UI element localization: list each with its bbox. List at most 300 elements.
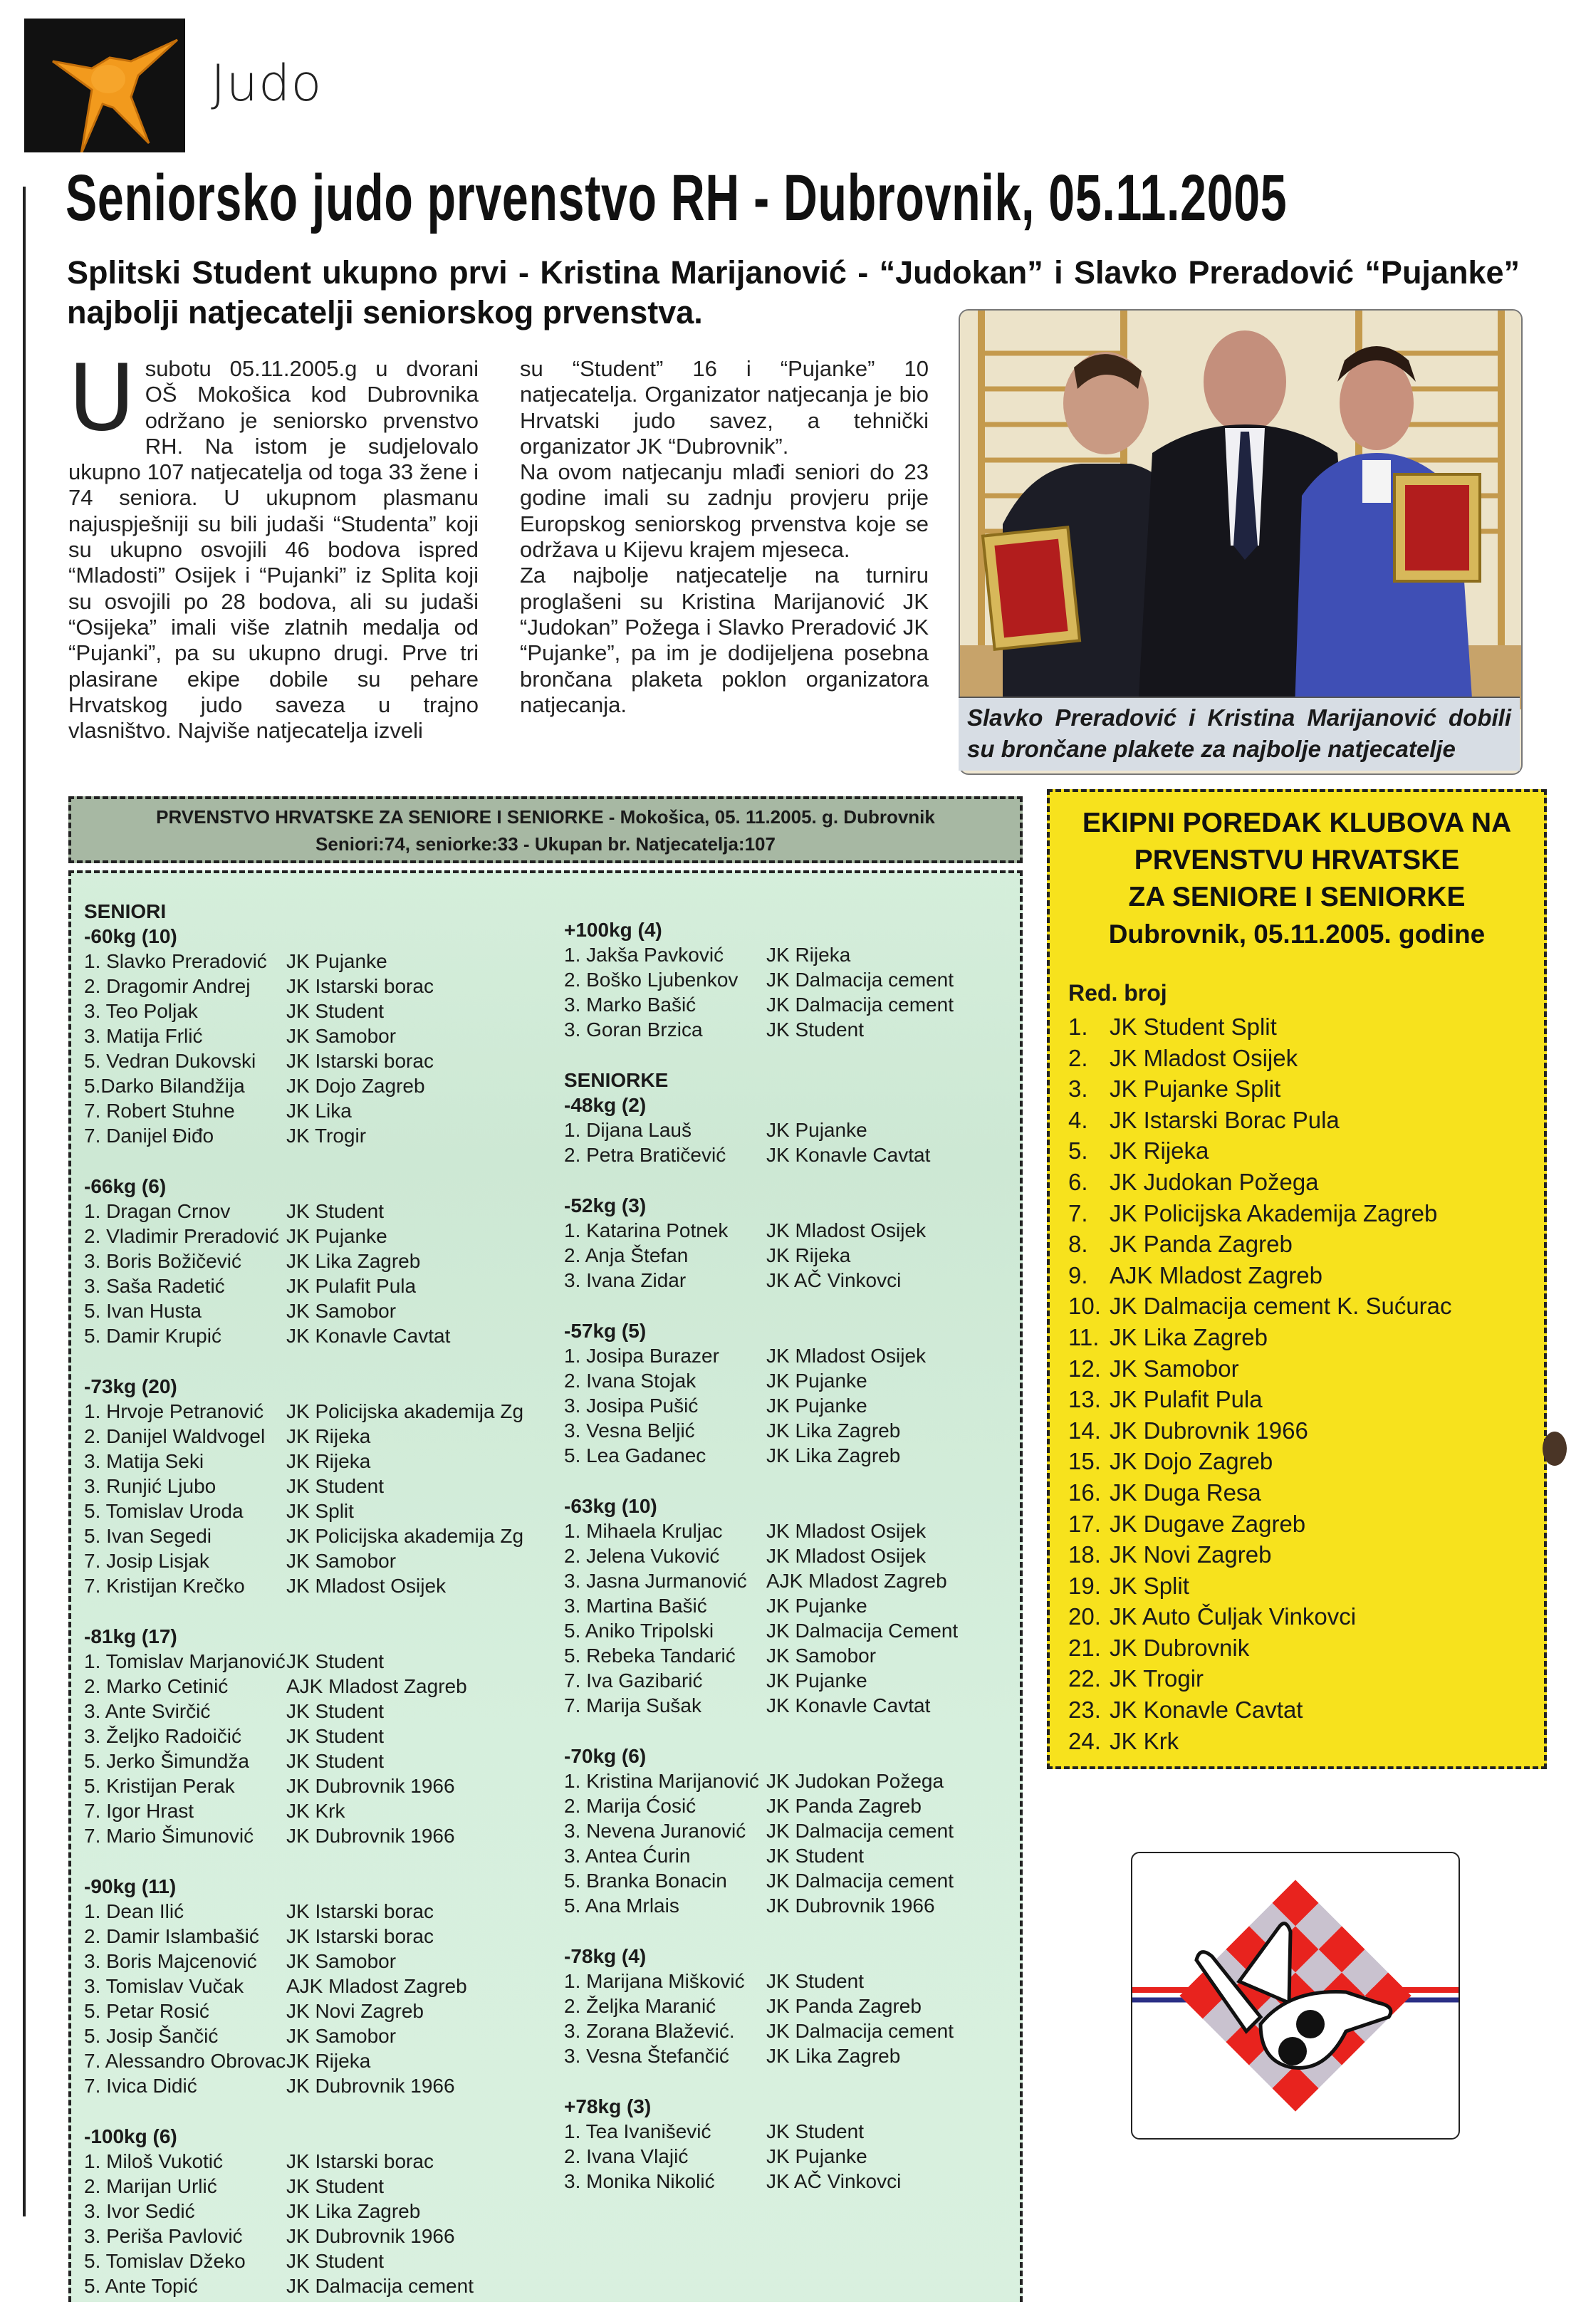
ranking-item [1068,1198,1538,1229]
club-name: JK Student [766,2120,864,2142]
competitor-name: 3. Vesna Štefančić [564,2045,729,2067]
competitor-name: 7. Marija Sušak [564,1694,701,1716]
club-name: AJK Mladost Zagreb [286,1675,467,1697]
result-row [564,1243,1020,1268]
competitor-name: 1. Kristina Marijanović [564,1770,759,1792]
competitor-name: 3. Zorana Blažević. [564,2020,735,2042]
ranking-number: 24. [1068,1727,1101,1754]
club-name: JK Dalmacija cement [766,2020,954,2042]
result-row [564,2169,1020,2194]
competitor-name: 5. Tomislav Džeko [84,2250,246,2272]
result-row [564,1418,1020,1443]
ranking-item [1068,1663,1538,1694]
weight-category-title: -66kg (6) [84,1175,167,1197]
result-row [564,1768,1020,1793]
ranking-number: 23. [1068,1697,1101,1724]
result-row [564,1543,1020,1568]
club-name: JK Split [286,1500,354,1522]
result-row [564,1994,1020,2018]
ranking-item [1068,1601,1538,1632]
ranking-item [1068,1570,1538,1602]
result-row [564,1218,1020,1243]
competitor-name: 7. Iva Gazibarić [564,1669,703,1692]
result-row [84,1974,540,1999]
competitor-name: 3. Matija Frlić [84,1025,203,1047]
club-name: JK Lika Zagreb [766,1444,901,1466]
result-row [84,1924,540,1949]
article-column-1 [68,345,479,744]
ranking-club: JK Auto Čuljak Vinkovci [1110,1603,1357,1630]
ranking-title-line: ZA SENIORE I SENIORKE [1128,882,1466,912]
ranking-list [1068,1011,1538,1756]
club-name: JK Student [286,1650,384,1672]
competitor-name: 3. Monika Nikolić [564,2170,715,2192]
results-header-title: PRVENSTVO HRVATSKE ZA SENIORE I SENIORKE - Mokošica, 05. 11.2005. g. Dubrovnik [156,806,935,828]
competitor-name: 2. Jelena Vuković [564,1545,720,1567]
result-row [84,2023,540,2048]
competitor-name: 5. Lea Gadanec [564,1444,706,1466]
result-row [84,2174,540,2199]
club-name: AJK Mladost Zagreb [766,1570,947,1592]
article-column-2 [520,356,929,718]
club-name: JK Panda Zagreb [766,1795,922,1817]
ranking-title [1050,805,1544,953]
competitor-name: 5. Petar Rosić [84,2000,209,2022]
club-name: JK Lika Zagreb [766,1419,901,1442]
article-text: subotu 05.11.2005.g u dvorani OŠ Mokošica kod Dubrovnika održano je seniorsko prvenstvo RH. Na istom je sudjelovalo ukupno 107 natjecatelja od toga 33 žene i 74 seniora. U ukupnom plasmanu najuspješniji su bili judaši “Studenta” koji su ukupno osvojili 46 bodova ispred “Mladosti” Osijek i “Pujanki” iz Splita koji su osvojili po 28 bodova, ali su judaši “Osijeka” imali više zlatnih medalja od “Pujanki”, pa su ukupno drugi. Prve tri plasirane ekipe dobile su pehare Hrvatskog judo saveza u trajno vlasništvo. Najviše natjecatelja izveli [68,356,479,744]
competitor-name: 7. Alessandro Obrovac [84,2050,286,2072]
competitor-name: 5. Rebeka Tandarić [564,1645,736,1667]
ranking-club: JK Panda Zagreb [1110,1231,1293,1258]
club-name: JK Istarski borac [286,975,434,997]
club-name: JK Pujanke [766,1595,867,1617]
competitor-name: 5. Josip Šančić [84,2025,219,2047]
club-name: JK AČ Vinkovci [766,1269,902,1291]
competitor-name: 5. Kristijan Perak [84,1775,235,1797]
ranking-number: 21. [1068,1634,1101,1661]
result-row [84,1798,540,1823]
ranking-club: JK Novi Zagreb [1110,1541,1272,1568]
article-paragraph: Na ovom natjecanju mlađi seniori do 23 godine imali su zadnju provjeru prije Europskog seniorskog prvenstva koje se održava u Kijevu krajem mjeseca. [520,459,929,563]
ranking-item [1068,1477,1538,1508]
club-name: JK Rijeka [766,944,851,966]
results-column-left [84,899,540,2324]
club-name: JK Student [286,1475,384,1497]
ranking-item [1068,1322,1538,1353]
result-row [84,1073,540,1098]
result-row [564,1368,1020,1393]
weight-category-title: -81kg (17) [84,1625,177,1647]
competitor-name: 2. Ivana Vlajić [564,2145,689,2167]
ranking-club: JK Trogir [1110,1665,1204,1692]
club-name: JK Student [286,1750,384,1772]
competitor-name: 3. Matija Seki [84,1450,204,1472]
result-row [564,1643,1020,1668]
club-name: JK Student [286,1000,384,1022]
competitor-name: 7. Igor Hrast [84,1800,194,1822]
ranking-club: JK Dubrovnik [1110,1634,1250,1661]
ranking-club: JK Pujanke Split [1110,1075,1281,1103]
competitor-name: 5. Ivan Husta [84,1300,202,1322]
club-name: JK Lika Zagreb [766,2045,901,2067]
ranking-item [1068,1260,1538,1291]
ranking-club: JK Dubrovnik 1966 [1110,1417,1308,1444]
result-row [84,1098,540,1123]
club-name: JK Konavle Cavtat [766,1694,931,1716]
competitor-name: 2. Marija Ćosić [564,1795,696,1817]
result-row [564,2043,1020,2068]
result-row [564,1793,1020,1818]
competitor-name: 2. Boško Ljubenkov [564,969,739,991]
ranking-item [1068,1539,1538,1570]
result-row [84,2048,540,2073]
competitor-name: 7. Kristijan Krečko [84,1575,245,1597]
competitor-name: 3. Ante Svirčić [84,1700,211,1722]
competitor-name: 1. Dijana Lauš [564,1119,692,1141]
ranking-item [1068,1229,1538,1260]
result-row [84,1573,540,1598]
competitor-name: 7. Mario Šimunović [84,1825,254,1847]
club-name: JK Istarski borac [286,2150,434,2172]
result-row [564,1668,1020,1693]
weight-category-title: -100kg (6) [84,2125,177,2147]
competitor-name: 1. Slavko Preradović [84,950,267,972]
result-row [84,949,540,974]
club-name: JK Dalmacija cement [766,969,954,991]
weight-category-block [564,1944,1020,2068]
result-row [564,992,1020,1017]
club-name: JK Student [286,2175,384,2197]
weight-category-block [84,899,540,1148]
weight-category-block [564,1494,1020,1718]
result-row [84,1449,540,1474]
club-name: JK Lika Zagreb [286,2200,421,2222]
competitor-name: 3. Jasna Jurmanović [564,1570,747,1592]
ranking-item [1068,1291,1538,1322]
club-name: JK Dubrovnik 1966 [286,2075,455,2097]
ranking-number: 5. [1068,1137,1088,1164]
weight-category-block [564,1193,1020,1293]
competitor-name: 5. Damir Krupić [84,1325,221,1347]
club-name: JK Mladost Osijek [766,1345,927,1367]
result-row [84,2199,540,2224]
ranking-item [1068,1353,1538,1385]
result-row [84,1023,540,1048]
result-row [84,1399,540,1424]
club-name: JK Dalmacija cement [286,2275,474,2297]
competitor-name: 1. Jakša Pavković [564,944,724,966]
weight-category-title: +78kg (3) [564,2095,652,2117]
club-name: JK Trogir [286,1125,367,1147]
ranking-number: 7. [1068,1199,1088,1226]
weight-category-block [84,1624,540,1848]
result-row [564,1117,1020,1142]
club-name: JK Novi Zagreb [286,2000,424,2022]
club-name: JK Dalmacija cement [766,1870,954,1892]
ranking-club: JK Split [1110,1572,1189,1599]
ranking-number: 15. [1068,1448,1101,1475]
club-name: JK Student [286,1200,384,1222]
competitor-name: 5. Tomislav Uroda [84,1500,244,1522]
ranking-title-line: EKIPNI POREDAK KLUBOVA NA [1082,808,1512,838]
competitor-name: 7. Josip Lisjak [84,1550,209,1572]
club-name: JK Istarski borac [286,1925,434,1947]
result-row [564,1843,1020,1868]
ranking-column-label: Red. broj [1068,980,1167,1006]
club-name: JK Rijeka [286,1425,371,1447]
club-name: JK Dalmacija cement [766,994,954,1016]
ranking-club: JK Mladost Osijek [1110,1044,1298,1071]
judo-belt-logo [24,19,185,152]
competitor-name: 3. Marko Bašić [564,994,696,1016]
result-row [564,1618,1020,1643]
result-row [564,1268,1020,1293]
club-name: JK Dojo Zagreb [286,1075,425,1097]
ranking-number: 6. [1068,1168,1088,1195]
ranking-number: 1. [1068,1014,1088,1040]
competitor-name: 2. Dragomir Andrej [84,975,251,997]
club-name: JK Samobor [766,1645,877,1667]
competitor-name: 3. Goran Brzica [564,1018,703,1041]
ranking-club: JK Dalmacija cement K. Sućurac [1110,1293,1452,1320]
ranking-item [1068,1073,1538,1105]
result-row [84,2249,540,2273]
club-name: JK Konavle Cavtat [766,1144,931,1166]
weight-category-title: +100kg (4) [564,919,662,941]
competitor-name: 2. Vladimir Preradović [84,1225,279,1247]
result-row [84,1224,540,1249]
team-ranking-box [1047,789,1547,1769]
competitor-name: 2. Marijan Urlić [84,2175,217,2197]
competitor-name: 5. Ante Topić [84,2275,198,2297]
result-row [564,942,1020,967]
results-header [68,796,1023,863]
ranking-item [1068,1011,1538,1043]
competitor-name: 2. Marko Cetinić [84,1675,229,1697]
competitor-name: 3. Saša Radetić [84,1275,225,1297]
club-name: JK Istarski borac [286,1050,434,1072]
result-row [564,1969,1020,1994]
weight-category-block [564,917,1020,1042]
ranking-item [1068,1446,1538,1477]
competitor-name: 2. Petra Bratičević [564,1144,726,1166]
club-name: JK Dubrovnik 1966 [286,2225,455,2247]
ranking-number: 13. [1068,1386,1101,1413]
ranking-item [1068,1167,1538,1198]
result-row [84,1249,540,1273]
gender-heading: SENIORI [84,900,167,922]
weight-category-title: -78kg (4) [564,1945,647,1967]
competitor-name: 5. Ivan Segedi [84,1525,212,1547]
vertical-rule [23,187,26,2216]
ranking-club: JK Samobor [1110,1355,1239,1382]
ranking-number: 3. [1068,1075,1088,1103]
result-row [84,974,540,999]
weight-category-title: -90kg (11) [84,1875,177,1897]
competitor-name: 3. Vesna Beljić [564,1419,695,1442]
ranking-club: JK Policijska Akademija Zagreb [1110,1199,1438,1226]
competitor-name: 1. Miloš Vukotić [84,2150,224,2172]
competitor-name: 3. Periša Pavlović [84,2225,243,2247]
competitor-name: 5. Branka Bonacin [564,1870,727,1892]
competitor-name: 5.Darko Bilandžija [84,1075,245,1097]
result-row [564,1568,1020,1593]
result-row [564,1443,1020,1468]
club-name: JK Dalmacija cement [766,1820,954,1842]
result-row [84,1199,540,1224]
weight-category-block [84,2124,540,2298]
club-name: JK Krk [286,1800,345,1822]
club-name: JK Samobor [286,1550,397,1572]
result-row [84,1674,540,1699]
competitor-name: 3. Teo Poljak [84,1000,198,1022]
result-row [564,1142,1020,1167]
weight-category-title: -70kg (6) [564,1745,647,1767]
weight-category-title: -73kg (20) [84,1375,177,1397]
ranking-club: JK Dojo Zagreb [1110,1448,1273,1475]
competitor-name: 1. Hrvoje Petranović [84,1400,264,1422]
ranking-item [1068,1415,1538,1447]
club-name: JK Konavle Cavtat [286,1325,451,1347]
result-row [84,1773,540,1798]
competitor-name: 5. Jerko Šimundža [84,1750,249,1772]
club-name: JK Rijeka [766,1244,851,1266]
club-name: JK Dalmacija Cement [766,1620,959,1642]
competitor-name: 3. Željko Radoičić [84,1725,241,1747]
ranking-item [1068,1632,1538,1664]
club-name: AJK Mladost Zagreb [286,1975,467,1997]
ranking-club: JK Lika Zagreb [1110,1323,1268,1350]
result-row [84,1424,540,1449]
result-row [84,1823,540,1848]
ranking-number: 22. [1068,1665,1101,1692]
result-row [84,1724,540,1749]
ranking-item [1068,1508,1538,1540]
ranking-club: JK Krk [1110,1727,1179,1754]
judo-belt-icon [24,19,185,152]
result-row [84,1048,540,1073]
club-name: JK Pujanke [766,2145,867,2167]
weight-category-title: -57kg (5) [564,1320,647,1342]
ranking-number: 8. [1068,1231,1088,1258]
competitor-name: 5. Aniko Tripolski [564,1620,714,1642]
result-row [84,1899,540,1924]
competitor-name: 7. Ivica Didić [84,2075,197,2097]
weight-category-title: -48kg (2) [564,1094,647,1116]
federation-logo [1131,1852,1460,2140]
result-row [564,1593,1020,1618]
ranking-item [1068,1043,1538,1074]
ranking-number: 17. [1068,1510,1101,1537]
competitor-name: 5. Vedran Dukovski [84,1050,256,1072]
ranking-club: JK Rijeka [1110,1137,1209,1164]
ranking-item [1068,1384,1538,1415]
competitor-name: 2. Anja Štefan [564,1244,689,1266]
result-row [84,1999,540,2023]
competitor-name: 3. Boris Božičević [84,1250,241,1272]
subheadline: Splitski Student ukupno prvi - Kristina Marijanović - “Judokan” i Slavko Preradović “Pujanke” najbolji natjecatelji seniorskog prvenstva. [67,254,1520,330]
weight-category-block [564,2094,1020,2194]
weight-category-title: -63kg (10) [564,1495,657,1517]
croatian-judo-federation-logo-icon [1132,1853,1459,2138]
punch-hole-mark [1543,1432,1567,1466]
ranking-number: 11. [1068,1323,1100,1350]
competitor-name: 3. Runjić Ljubo [84,1475,216,1497]
club-name: JK Pulafit Pula [286,1275,417,1297]
club-name: JK Pujanke [766,1370,867,1392]
club-name: JK Samobor [286,1025,397,1047]
ranking-club: JK Duga Resa [1110,1479,1261,1506]
result-row [564,1518,1020,1543]
result-row [84,999,540,1023]
competitor-name: 1. Josipa Burazer [564,1345,719,1367]
competitor-name: 1. Tea Ivanišević [564,2120,711,2142]
club-name: JK Samobor [286,2025,397,2047]
results-header-totals: Seniori:74, seniorke:33 - Ukupan br. Natjecatelja:107 [315,833,776,855]
club-name: JK Student [286,2250,384,2272]
weight-category-block [564,1318,1020,1468]
result-row [564,967,1020,992]
weight-category-title: -52kg (3) [564,1194,647,1216]
club-name: JK Pujanke [286,1225,387,1247]
section-title: Judo [211,54,323,113]
ranking-item [1068,1694,1538,1726]
result-row [84,2224,540,2249]
club-name: JK Pujanke [766,1669,867,1692]
club-name: JK Rijeka [286,1450,371,1472]
weight-category-block [84,1374,540,1598]
weight-category-block [564,1744,1020,1918]
result-row [84,1548,540,1573]
ranking-number: 2. [1068,1044,1088,1071]
ranking-title-line: PRVENSTVU HRVATSKE [1134,845,1460,875]
result-row [564,2018,1020,2043]
club-name: JK Student [286,1700,384,1722]
competitor-name: 2. Danijel Waldvogel [84,1425,266,1447]
ranking-number: 10. [1068,1293,1101,1320]
competitor-name: 3. Antea Ćurin [564,1845,691,1867]
club-name: JK Policijska akademija Zg [286,1400,524,1422]
competitor-name: 3. Josipa Pušić [564,1395,699,1417]
dropcap: U [68,345,135,452]
ranking-club: JK Istarski Borac Pula [1110,1106,1340,1133]
weight-category-block [84,1174,540,1348]
result-row [84,1474,540,1499]
result-row [84,1298,540,1323]
club-name: JK Rijeka [286,2050,371,2072]
result-row [84,1749,540,1773]
gender-heading: SENIORKE [564,1069,669,1091]
club-name: JK Samobor [286,1950,397,1972]
article-paragraph: Za najbolje natjecatelje na turniru proglašeni su Kristina Marijanović JK “Judokan” Požega i Slavko Preradović JK “Pujanke”, pa im je dodijeljena posebna brončana plaketa poklon organizatora natjecanja. [520,563,929,717]
headline: Seniorsko judo prvenstvo RH - Dubrovnik, 05.11.2005 [66,162,1288,234]
club-name: JK Mladost Osijek [286,1575,447,1597]
weight-category-block [84,1874,540,2098]
club-name: JK Student [286,1725,384,1747]
result-row [564,1893,1020,1918]
ranking-club: JK Judokan Požega [1110,1168,1319,1195]
result-row [564,1818,1020,1843]
club-name: JK Policijska akademija Zg [286,1525,524,1547]
club-name: JK Dubrovnik 1966 [766,1895,935,1917]
club-name: JK Panda Zagreb [766,1995,922,2017]
club-name: JK Mladost Osijek [766,1219,927,1241]
ranking-club: JK Pulafit Pula [1110,1386,1263,1413]
result-row [84,2273,540,2298]
club-name: JK Pujanke [766,1119,867,1141]
result-row [564,1693,1020,1718]
ranking-item [1068,1726,1538,1757]
